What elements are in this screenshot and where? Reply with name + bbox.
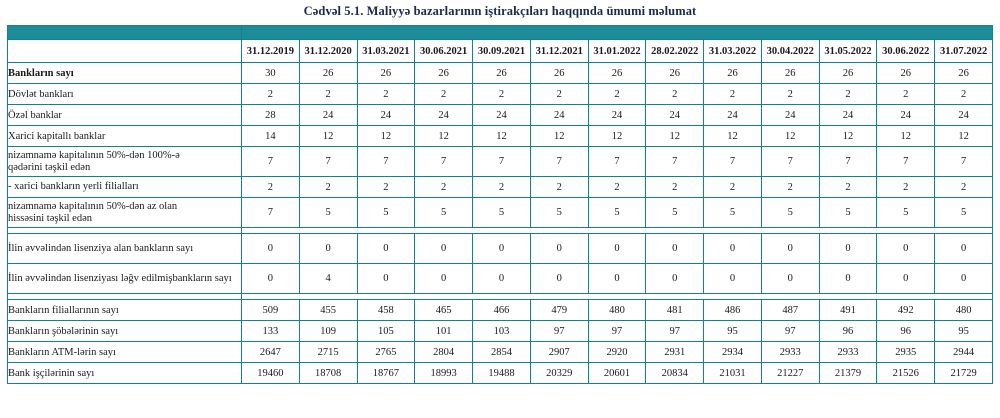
cell-value: 12 bbox=[473, 126, 531, 147]
cell-value: 24 bbox=[646, 105, 704, 126]
cell-value: 21379 bbox=[819, 363, 877, 384]
row-label bbox=[8, 147, 242, 177]
cell-value: 5 bbox=[357, 198, 415, 228]
cell-value: 26 bbox=[819, 63, 877, 84]
row-label: Bankların filiallarının sayı bbox=[8, 300, 242, 321]
cell-value: 455 bbox=[299, 300, 357, 321]
table-row bbox=[8, 363, 993, 384]
header-corner-cell bbox=[8, 40, 242, 63]
cell-value: 2 bbox=[530, 177, 588, 198]
cell-value: 7 bbox=[530, 147, 588, 177]
cell-value: 0 bbox=[935, 234, 993, 264]
cell-value: 26 bbox=[299, 63, 357, 84]
cell-value: 0 bbox=[704, 264, 762, 294]
cell-value: 479 bbox=[530, 300, 588, 321]
cell-value: 2 bbox=[877, 177, 935, 198]
cell-value: 2765 bbox=[357, 342, 415, 363]
table-row bbox=[8, 126, 993, 147]
cell-value: 2 bbox=[646, 177, 704, 198]
cell-value: 2 bbox=[704, 177, 762, 198]
cell-value: 0 bbox=[530, 234, 588, 264]
cell-value: 7 bbox=[242, 198, 300, 228]
column-header: 30.04.2022 bbox=[761, 40, 819, 63]
cell-value: 24 bbox=[935, 105, 993, 126]
table-row bbox=[8, 264, 993, 294]
column-header: 30.06.2022 bbox=[877, 40, 935, 63]
row-label-line2: hissəsini təşkil edən bbox=[8, 212, 92, 224]
cell-value: 96 bbox=[819, 321, 877, 342]
cell-value: 5 bbox=[530, 198, 588, 228]
cell-value: 24 bbox=[530, 105, 588, 126]
cell-value: 2 bbox=[935, 177, 993, 198]
cell-value: 12 bbox=[415, 126, 473, 147]
cell-value: 12 bbox=[935, 126, 993, 147]
column-header: 31.05.2022 bbox=[819, 40, 877, 63]
row-label: - xarici bankların yerli filialları bbox=[8, 177, 242, 198]
row-label: Bank işçilərinin sayı bbox=[8, 363, 242, 384]
cell-value: 0 bbox=[877, 234, 935, 264]
column-header: 28.02.2022 bbox=[646, 40, 704, 63]
cell-value: 7 bbox=[877, 147, 935, 177]
cell-value: 0 bbox=[415, 264, 473, 294]
cell-value: 12 bbox=[761, 126, 819, 147]
cell-value: 0 bbox=[357, 234, 415, 264]
cell-value: 21227 bbox=[761, 363, 819, 384]
cell-value: 97 bbox=[588, 321, 646, 342]
band-cell bbox=[8, 26, 242, 40]
cell-value: 0 bbox=[588, 234, 646, 264]
column-header: 31.03.2021 bbox=[357, 40, 415, 63]
cell-value: 7 bbox=[357, 147, 415, 177]
table-body bbox=[8, 26, 993, 384]
cell-value: 7 bbox=[588, 147, 646, 177]
cell-value: 0 bbox=[704, 234, 762, 264]
cell-value: 0 bbox=[299, 234, 357, 264]
cell-value: 24 bbox=[357, 105, 415, 126]
cell-value: 491 bbox=[819, 300, 877, 321]
table-row bbox=[8, 342, 993, 363]
cell-value: 7 bbox=[415, 147, 473, 177]
cell-value: 0 bbox=[588, 264, 646, 294]
row-label: Özəl banklar bbox=[8, 105, 242, 126]
cell-value: 26 bbox=[761, 63, 819, 84]
cell-value: 26 bbox=[473, 63, 531, 84]
cell-value: 2933 bbox=[819, 342, 877, 363]
cell-value: 0 bbox=[646, 234, 704, 264]
cell-value: 2 bbox=[357, 84, 415, 105]
cell-value: 2 bbox=[530, 84, 588, 105]
cell-value: 12 bbox=[819, 126, 877, 147]
cell-value: 0 bbox=[473, 264, 531, 294]
row-label: Bankların şöbələrinin sayı bbox=[8, 321, 242, 342]
cell-value: 2 bbox=[242, 177, 300, 198]
cell-value: 7 bbox=[242, 147, 300, 177]
cell-value: 492 bbox=[877, 300, 935, 321]
cell-value: 14 bbox=[242, 126, 300, 147]
row-label-line1: İlin əvvəlindən lisenziyası ləğv edilmiş bbox=[8, 273, 173, 284]
cell-value: 109 bbox=[299, 321, 357, 342]
cell-value: 480 bbox=[588, 300, 646, 321]
table-row bbox=[8, 234, 993, 264]
table-row bbox=[8, 147, 993, 177]
cell-value: 12 bbox=[530, 126, 588, 147]
cell-value: 12 bbox=[877, 126, 935, 147]
cell-value: 2 bbox=[646, 84, 704, 105]
cell-value: 24 bbox=[877, 105, 935, 126]
cell-value: 2 bbox=[299, 84, 357, 105]
cell-value: 0 bbox=[877, 264, 935, 294]
cell-value: 487 bbox=[761, 300, 819, 321]
cell-value: 95 bbox=[704, 321, 762, 342]
data-table bbox=[7, 25, 993, 384]
cell-value: 458 bbox=[357, 300, 415, 321]
cell-value: 509 bbox=[242, 300, 300, 321]
cell-value: 2 bbox=[761, 84, 819, 105]
cell-value: 486 bbox=[704, 300, 762, 321]
row-label: Dövlət bankları bbox=[8, 84, 242, 105]
cell-value: 20329 bbox=[530, 363, 588, 384]
cell-value: 0 bbox=[530, 264, 588, 294]
row-label: Bankların sayı bbox=[8, 63, 242, 84]
cell-value: 24 bbox=[761, 105, 819, 126]
cell-value: 101 bbox=[415, 321, 473, 342]
cell-value: 2 bbox=[704, 84, 762, 105]
table-header-row bbox=[8, 40, 993, 63]
cell-value: 12 bbox=[588, 126, 646, 147]
cell-value: 5 bbox=[473, 198, 531, 228]
cell-value: 2 bbox=[588, 84, 646, 105]
cell-value: 24 bbox=[299, 105, 357, 126]
cell-value: 97 bbox=[761, 321, 819, 342]
cell-value: 465 bbox=[415, 300, 473, 321]
cell-value: 5 bbox=[819, 198, 877, 228]
cell-value: 2 bbox=[473, 177, 531, 198]
cell-value: 26 bbox=[935, 63, 993, 84]
row-label-line2: qədərini təşkil edən bbox=[8, 161, 91, 173]
cell-value: 5 bbox=[761, 198, 819, 228]
cell-value: 5 bbox=[935, 198, 993, 228]
cell-value: 5 bbox=[415, 198, 473, 228]
column-header: 31.12.2021 bbox=[530, 40, 588, 63]
cell-value: 5 bbox=[299, 198, 357, 228]
cell-value: 21526 bbox=[877, 363, 935, 384]
cell-value: 18767 bbox=[357, 363, 415, 384]
cell-value: 2935 bbox=[877, 342, 935, 363]
cell-value: 26 bbox=[530, 63, 588, 84]
cell-value: 24 bbox=[819, 105, 877, 126]
cell-value: 2 bbox=[415, 177, 473, 198]
cell-value: 0 bbox=[761, 264, 819, 294]
cell-value: 7 bbox=[935, 147, 993, 177]
cell-value: 20834 bbox=[646, 363, 704, 384]
cell-value: 26 bbox=[877, 63, 935, 84]
cell-value: 2944 bbox=[935, 342, 993, 363]
cell-value: 2 bbox=[415, 84, 473, 105]
column-header: 31.07.2022 bbox=[935, 40, 993, 63]
cell-value: 24 bbox=[473, 105, 531, 126]
cell-value: 21729 bbox=[935, 363, 993, 384]
cell-value: 28 bbox=[242, 105, 300, 126]
cell-value: 2920 bbox=[588, 342, 646, 363]
cell-value: 0 bbox=[242, 264, 300, 294]
cell-value: 2 bbox=[935, 84, 993, 105]
cell-value: 2804 bbox=[415, 342, 473, 363]
cell-value: 481 bbox=[646, 300, 704, 321]
cell-value: 18993 bbox=[415, 363, 473, 384]
cell-value: 2647 bbox=[242, 342, 300, 363]
cell-value: 7 bbox=[299, 147, 357, 177]
row-label bbox=[8, 198, 242, 228]
cell-value: 0 bbox=[473, 234, 531, 264]
band-cell bbox=[242, 26, 993, 40]
cell-value: 7 bbox=[646, 147, 704, 177]
cell-value: 2 bbox=[877, 84, 935, 105]
table-row bbox=[8, 105, 993, 126]
cell-value: 26 bbox=[415, 63, 473, 84]
cell-value: 105 bbox=[357, 321, 415, 342]
cell-value: 12 bbox=[646, 126, 704, 147]
cell-value: 133 bbox=[242, 321, 300, 342]
cell-value: 2 bbox=[473, 84, 531, 105]
cell-value: 19460 bbox=[242, 363, 300, 384]
cell-value: 0 bbox=[242, 234, 300, 264]
page-title: Cədvəl 5.1. Maliyyə bazarlarının iştirakçıları haqqında ümumi məlumat bbox=[303, 4, 697, 18]
table-row bbox=[8, 177, 993, 198]
cell-value: 2 bbox=[588, 177, 646, 198]
cell-value: 0 bbox=[819, 264, 877, 294]
table-top-band bbox=[8, 26, 993, 40]
row-label-line1: nizamnamə kapitalının 50%-dən az olan bbox=[8, 200, 178, 212]
cell-value: 24 bbox=[704, 105, 762, 126]
row-label: Xarici kapitallı banklar bbox=[8, 126, 242, 147]
cell-value: 2907 bbox=[530, 342, 588, 363]
cell-value: 0 bbox=[357, 264, 415, 294]
cell-value: 20601 bbox=[588, 363, 646, 384]
row-label: Bankların ATM-lərin sayı bbox=[8, 342, 242, 363]
cell-value: 0 bbox=[761, 234, 819, 264]
cell-value: 5 bbox=[877, 198, 935, 228]
row-label bbox=[8, 264, 242, 294]
column-header: 31.03.2022 bbox=[704, 40, 762, 63]
table-row bbox=[8, 321, 993, 342]
cell-value: 24 bbox=[588, 105, 646, 126]
cell-value: 7 bbox=[473, 147, 531, 177]
row-label-line2: bankların sayı bbox=[172, 273, 232, 284]
cell-value: 12 bbox=[299, 126, 357, 147]
column-header: 31.12.2020 bbox=[299, 40, 357, 63]
cell-value: 19488 bbox=[473, 363, 531, 384]
column-header: 30.06.2021 bbox=[415, 40, 473, 63]
table-row bbox=[8, 198, 993, 228]
cell-value: 18708 bbox=[299, 363, 357, 384]
cell-value: 96 bbox=[877, 321, 935, 342]
cell-value: 2934 bbox=[704, 342, 762, 363]
cell-value: 2933 bbox=[761, 342, 819, 363]
cell-value: 2931 bbox=[646, 342, 704, 363]
cell-value: 5 bbox=[646, 198, 704, 228]
cell-value: 95 bbox=[935, 321, 993, 342]
cell-value: 24 bbox=[415, 105, 473, 126]
cell-value: 0 bbox=[819, 234, 877, 264]
cell-value: 2 bbox=[242, 84, 300, 105]
cell-value: 97 bbox=[646, 321, 704, 342]
cell-value: 30 bbox=[242, 63, 300, 84]
cell-value: 7 bbox=[761, 147, 819, 177]
cell-value: 2715 bbox=[299, 342, 357, 363]
column-header: 30.09.2021 bbox=[473, 40, 531, 63]
cell-value: 21031 bbox=[704, 363, 762, 384]
cell-value: 7 bbox=[819, 147, 877, 177]
cell-value: 2854 bbox=[473, 342, 531, 363]
cell-value: 5 bbox=[704, 198, 762, 228]
row-label-line1: nizamnamə kapitalının 50%-dən 100%-ə bbox=[8, 149, 180, 161]
cell-value: 0 bbox=[646, 264, 704, 294]
cell-value: 2 bbox=[761, 177, 819, 198]
cell-value: 26 bbox=[588, 63, 646, 84]
cell-value: 466 bbox=[473, 300, 531, 321]
cell-value: 2 bbox=[357, 177, 415, 198]
column-header: 31.01.2022 bbox=[588, 40, 646, 63]
row-label: İlin əvvəlindən lisenziya alan bankların sayı bbox=[8, 234, 242, 264]
cell-value: 7 bbox=[704, 147, 762, 177]
cell-value: 2 bbox=[819, 84, 877, 105]
cell-value: 0 bbox=[935, 264, 993, 294]
cell-value: 26 bbox=[357, 63, 415, 84]
column-header: 31.12.2019 bbox=[242, 40, 300, 63]
table-row bbox=[8, 84, 993, 105]
cell-value: 4 bbox=[299, 264, 357, 294]
cell-value: 5 bbox=[588, 198, 646, 228]
table-row bbox=[8, 63, 993, 84]
cell-value: 480 bbox=[935, 300, 993, 321]
cell-value: 2 bbox=[299, 177, 357, 198]
cell-value: 26 bbox=[646, 63, 704, 84]
cell-value: 12 bbox=[357, 126, 415, 147]
cell-value: 0 bbox=[415, 234, 473, 264]
cell-value: 2 bbox=[819, 177, 877, 198]
cell-value: 12 bbox=[704, 126, 762, 147]
cell-value: 97 bbox=[530, 321, 588, 342]
cell-value: 26 bbox=[704, 63, 762, 84]
cell-value: 103 bbox=[473, 321, 531, 342]
table-row bbox=[8, 300, 993, 321]
